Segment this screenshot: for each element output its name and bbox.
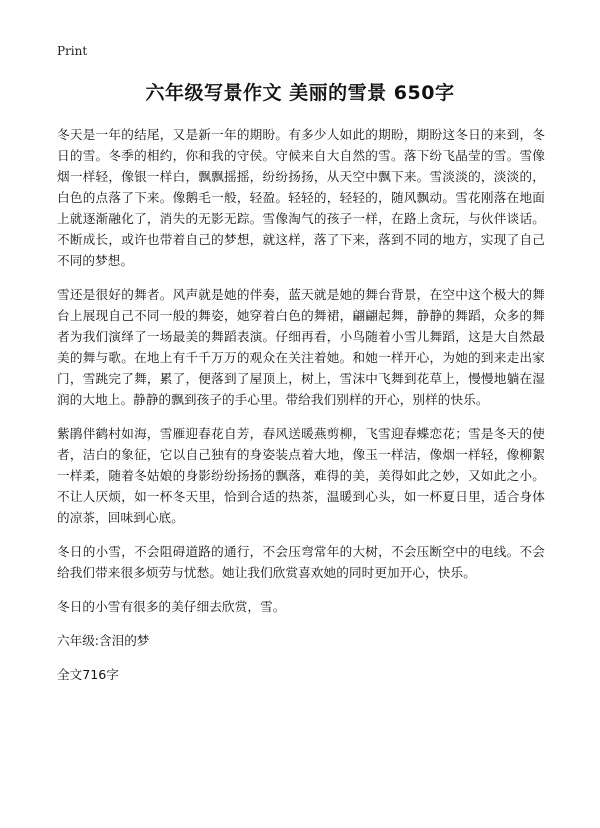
paragraph-2: 雪还是很好的舞者。风声就是她的伴奏，蓝天就是她的舞台背景，在空中这个极大的舞台上展现自己不同一般的舞姿，她穿着白色的舞裙，翩翩起舞，静静的舞蹈，众多的舞者为我们演绎了一场最美的舞蹈表演。仔细再看，小鸟随着小雪儿舞蹈，这是大自然最美的舞与歌。在地上有千千万万的观众在关注着她。和她一样开心，为她的到来走出家门，雪跳完了舞，累了，便落到了屋顶上，树上，雪沫中飞舞到花草上，慢慢地躺在湿润的大地上。静静的飘到孩子的手心里。带给我们别样的开心，别样的快乐。 bbox=[57, 287, 545, 407]
paragraph-5: 冬日的小雪有很多的美仔细去欣赏，雪。 bbox=[57, 599, 286, 614]
paragraph-1: 冬天是一年的结尾，又是新一年的期盼。有多少人如此的期盼，期盼这冬日的来到，冬日的雪。冬季的相约，你和我的守侯。守候来自大自然的雪。落下纷飞晶莹的雪。雪像烟一样轻，像银一样白，飘飘摇摇，纷纷扬扬，从天空中飘下来。雪淡淡的，淡淡的，白色的点落了下来。像鹅毛一般，轻盈。轻轻的，轻轻的，随风飘动。雪花刚落在地面上就逐渐融化了，消失的无影无踪。雪像淘气的孩子一样，在路上贪玩，与伙伴谈话。不断成长，或许也带着自己的梦想，就这样，落了下来，落到不同的地方，实现了自己不同的梦想。 bbox=[57, 127, 545, 268]
print-link[interactable]: Print bbox=[57, 44, 88, 58]
article-title: 六年级写景作文 美丽的雪景 650字 bbox=[145, 82, 455, 104]
article-body bbox=[57, 124, 545, 698]
paragraph-4: 冬日的小雪，不会阻碍道路的通行，不会压弯常年的大树，不会压断空中的电线。不会给我们带来很多烦劳与忧愁。她让我们欣赏喜欢她的同时更加开心，快乐。 bbox=[57, 544, 545, 580]
paragraph-3: 紫鹃伴鹤村如海，雪雁迎春花自芳，春风送暖燕剪柳，飞雪迎春蝶恋花；雪是冬天的使者，洁白的象征，它以自己独有的身姿装点着大地，像玉一样洁，像烟一样轻，像柳絮一样柔，随着冬姑娘的身影纷纷扬扬的飘落，难得的美，美得如此之妙，又如此之小。不让人厌烦，如一杯冬天里，恰到合适的热茶，温暖到心头，如一杯夏日里，适合身体的凉茶，回味到心底。 bbox=[57, 426, 545, 525]
word-count: 全文716字 bbox=[57, 667, 119, 682]
author-line: 六年级:含泪的梦 bbox=[57, 633, 150, 648]
